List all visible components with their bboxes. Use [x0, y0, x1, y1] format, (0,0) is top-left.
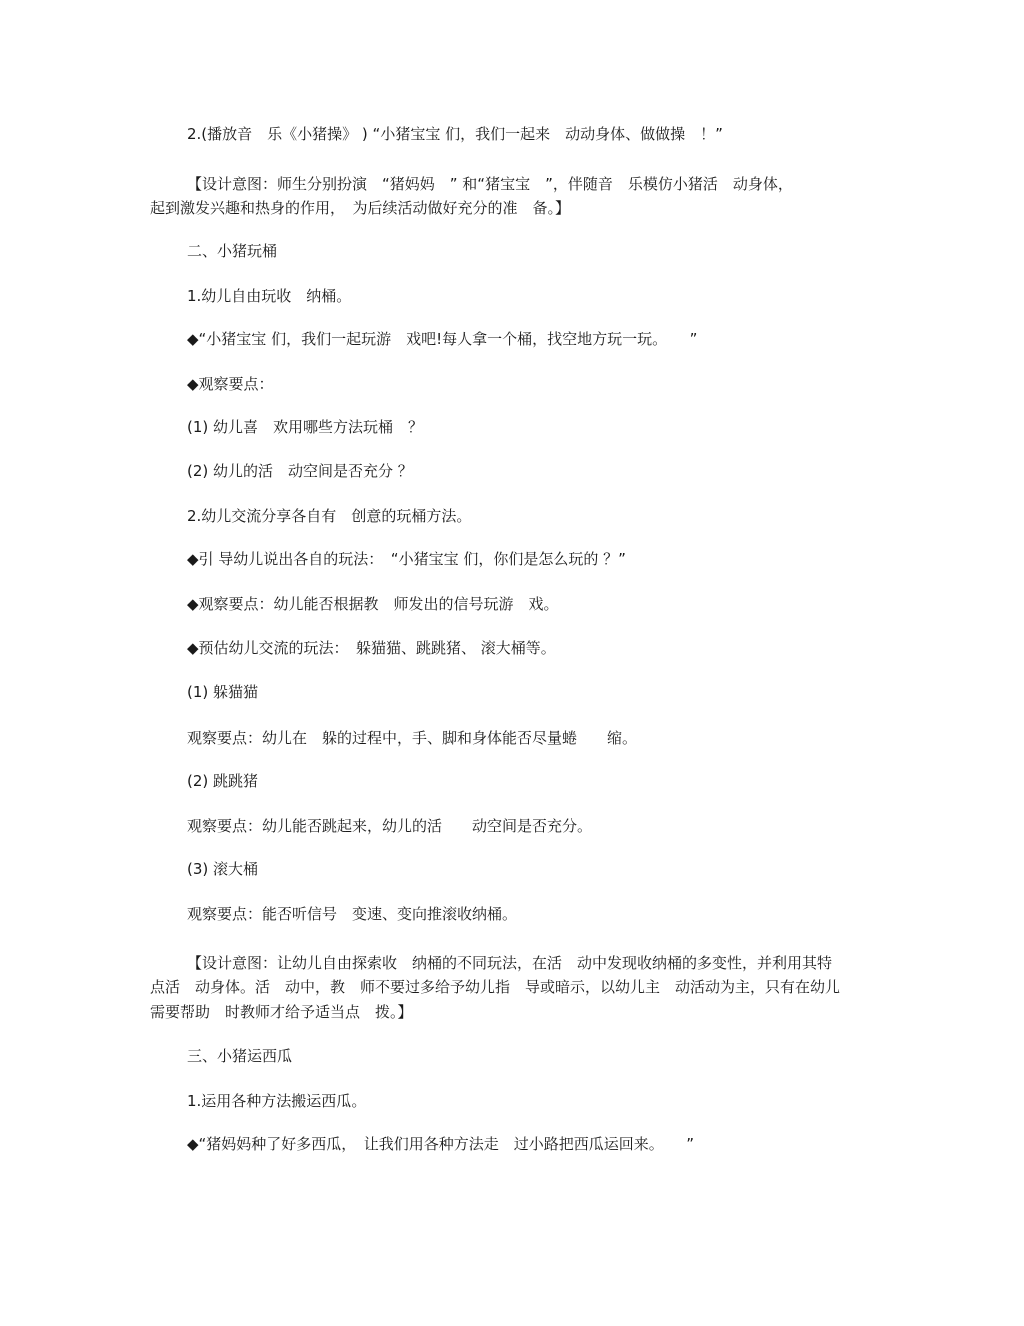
method-jumping-pig: (2) 跳跳猪 [187, 772, 259, 790]
design-intent-2-line-2: 点活 动身体。活 动中，教 师不要过多给予幼儿指 导或暗示，以幼儿主 动活动为主，只有在幼儿 [150, 978, 841, 996]
section-heading-piglet-plays-bucket: 二、小猪玩桶 [187, 242, 278, 260]
estimated-play-methods: ◆预估幼儿交流的玩法： 躲猫猫、跳跳猪、 滚大桶等。 [187, 639, 556, 657]
observation-points-heading: ◆观察要点： [187, 375, 274, 393]
step-free-play: 1.幼儿自由玩收 纳桶。 [187, 287, 352, 305]
method-hide-and-seek: (1) 躲猫猫 [187, 683, 259, 701]
design-intent-2-line-3: 需要帮助 时教师才给予适当点 拨。】 [150, 1003, 413, 1021]
method-rolling-bucket: (3) 滚大桶 [187, 860, 259, 878]
design-intent-1-line-1: 【设计意图：师生分别扮演 “猪妈妈 ” 和“猪宝宝 ”，伴随音 乐模仿小猪活 动身体， [187, 175, 793, 193]
observation-item-2: (2) 幼儿的活 动空间是否充分 ？ [187, 462, 413, 480]
observation-item-1: (1) 幼儿喜 欢用哪些方法玩桶 ？ [187, 418, 424, 436]
design-intent-1-line-2: 起到激发兴趣和热身的作用， 为后续活动做好充分的准 备。】 [150, 199, 571, 217]
section-heading-carry-watermelon: 三、小猪运西瓜 [187, 1047, 293, 1065]
observation-jumping-pig: 观察要点：幼儿能否跳起来，幼儿的活 动空间是否充分。 [187, 817, 593, 835]
teacher-prompt-guide: ◆引 导幼儿说出各自的玩法： “小猪宝宝 们，你们是怎么玩的 ？” [187, 550, 626, 568]
paragraph-music-exercise: 2.(播放音 乐《小猪操》 ) “小猪宝宝 们，我们一起来 动动身体、做做操 ！” [187, 125, 723, 143]
step-carry-watermelon: 1.运用各种方法搬运西瓜。 [187, 1092, 367, 1110]
observation-rolling-bucket: 观察要点：能否听信号 变速、变向推滚收纳桶。 [187, 905, 518, 923]
teacher-prompt-play-game: ◆“小猪宝宝 们，我们一起玩游 戏吧!每人拿一个桶，找空地方玩一玩。 ” [187, 330, 698, 348]
teacher-prompt-watermelon: ◆“猪妈妈种了好多西瓜， 让我们用各种方法走 过小路把西瓜运回来。 ” [187, 1135, 695, 1153]
design-intent-2-line-1: 【设计意图：让幼儿自由探索收 纳桶的不同玩法，在活 动中发现收纳桶的多变性，并利用其特 [187, 954, 833, 972]
observation-signal: ◆观察要点：幼儿能否根据教 师发出的信号玩游 戏。 [187, 595, 559, 613]
observation-hide-and-seek: 观察要点：幼儿在 躲的过程中，手、脚和身体能否尽量蜷 缩。 [187, 729, 638, 747]
step-share-methods: 2.幼儿交流分享各自有 创意的玩桶方法。 [187, 507, 472, 525]
